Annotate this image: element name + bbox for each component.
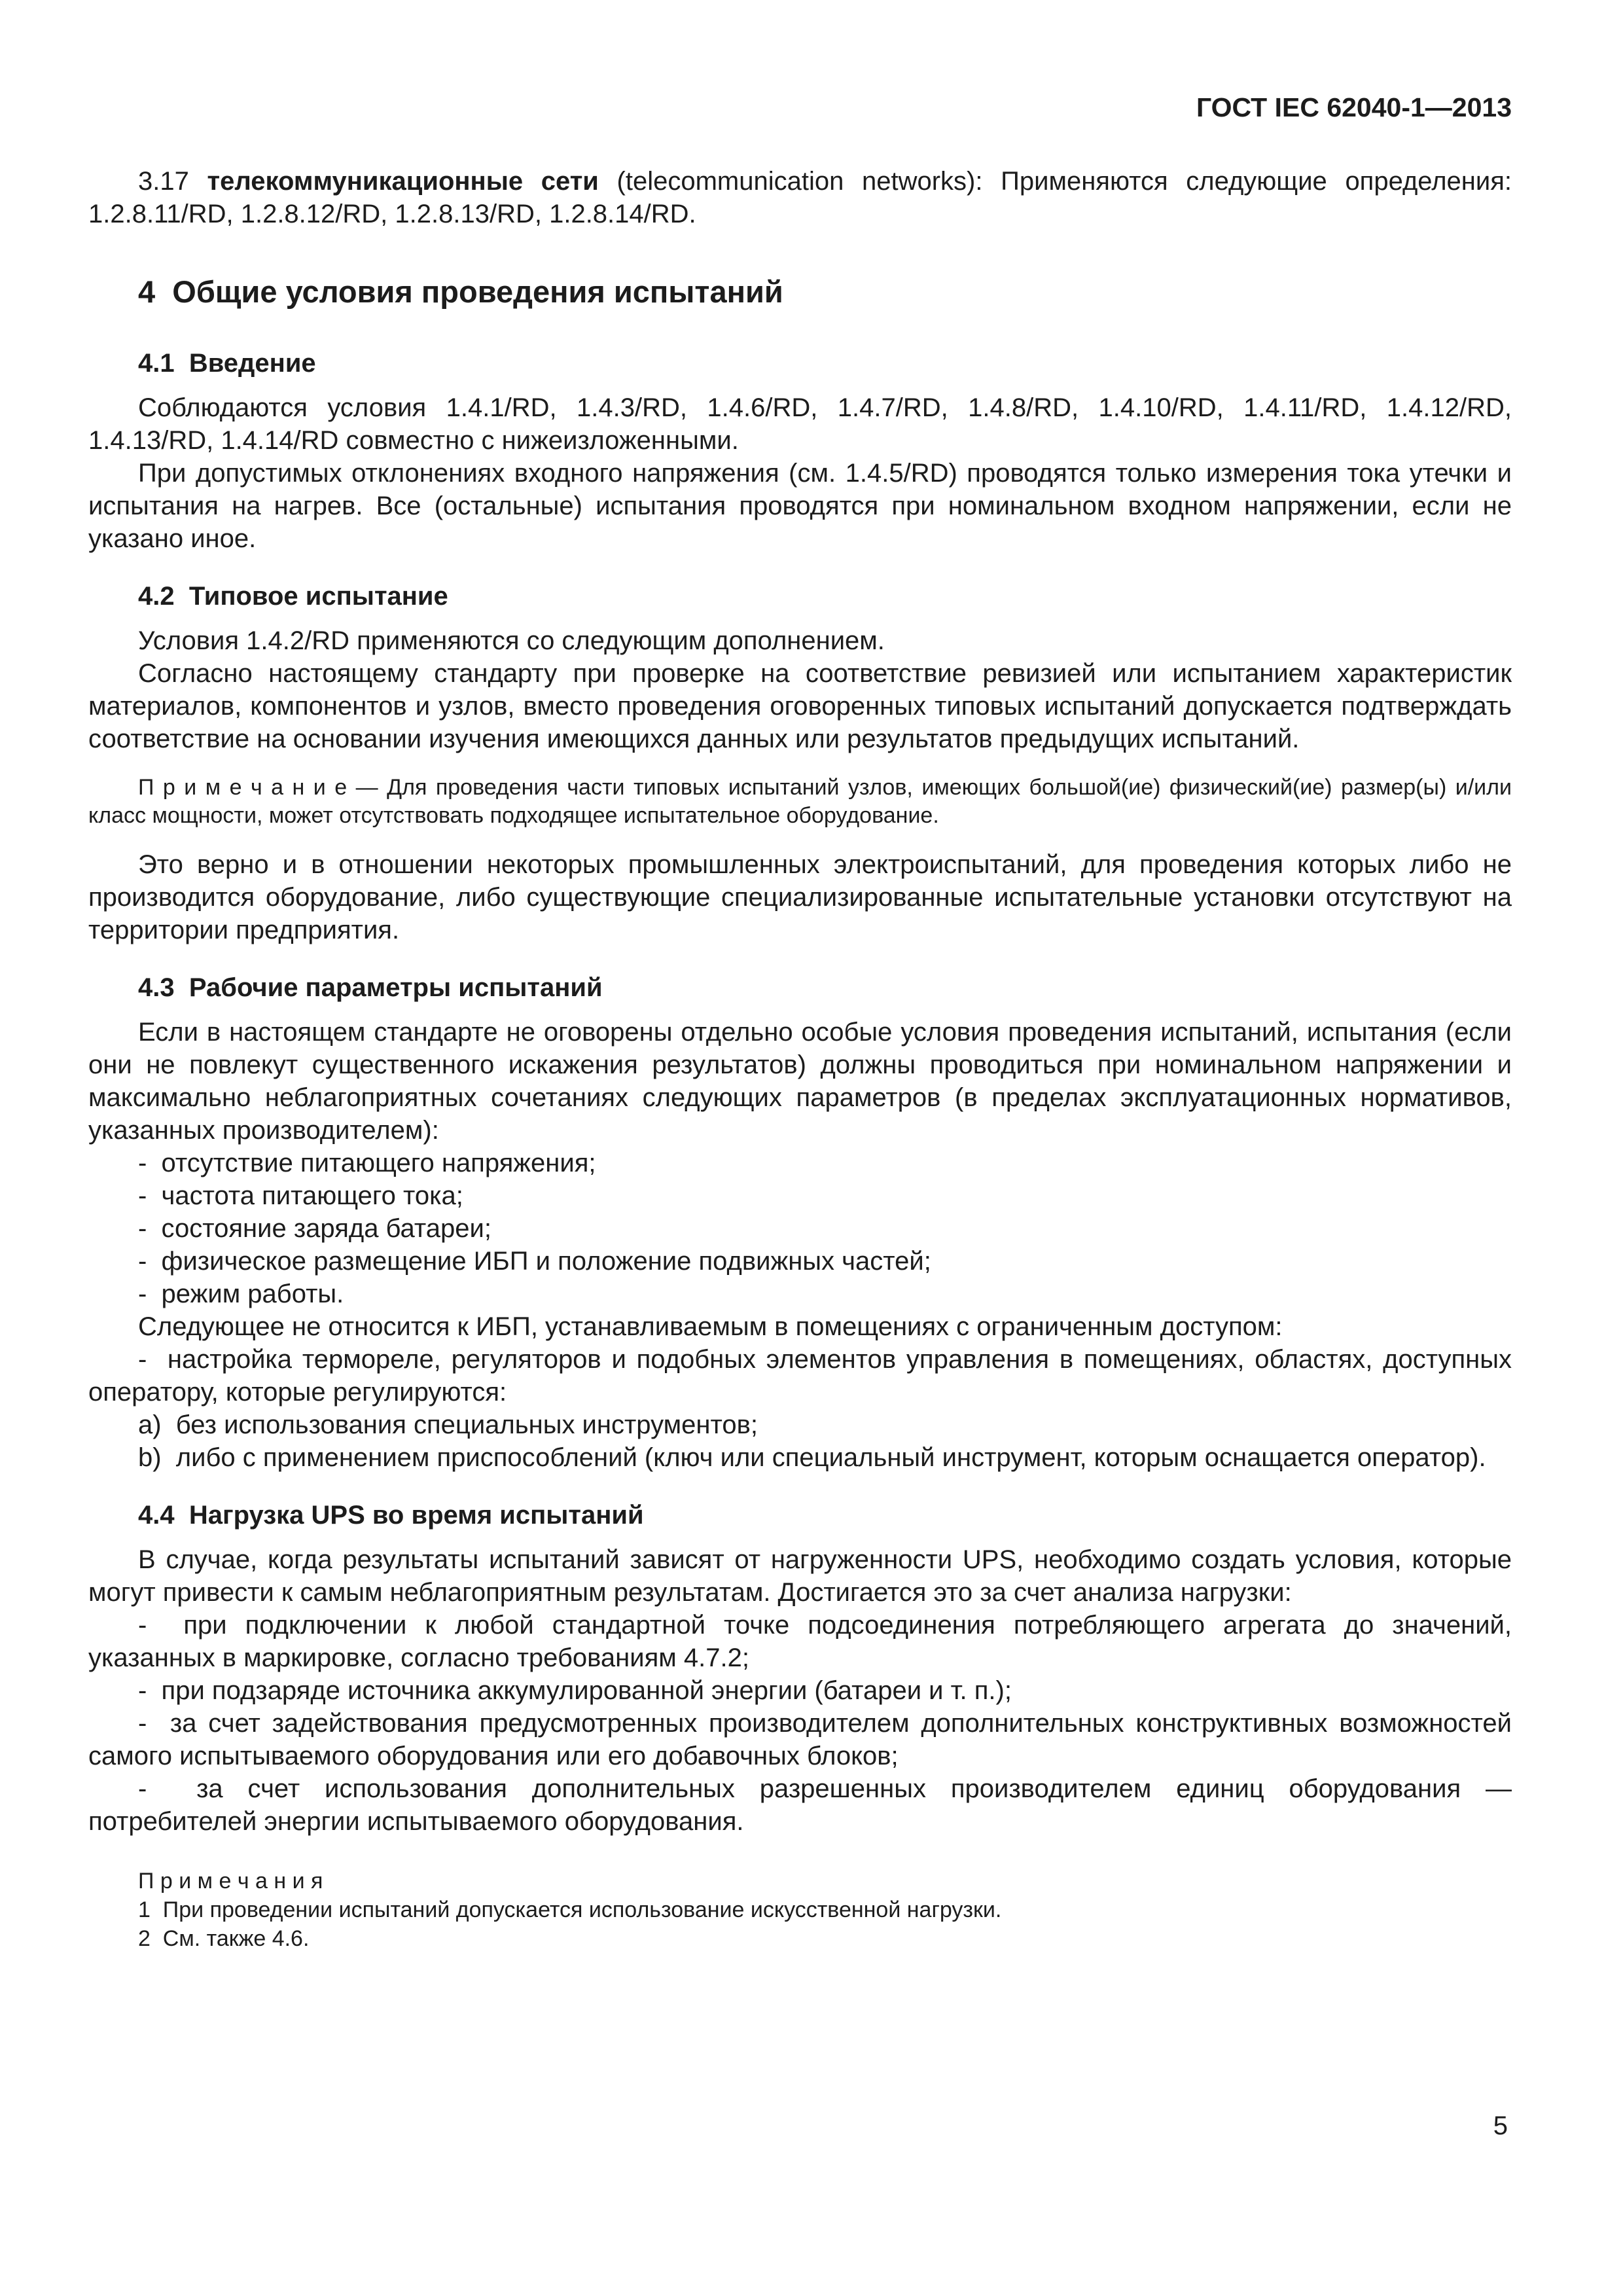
para-4-2-conditions: Условия 1.4.2/RD применяются со следующим дополнением.: [138, 626, 885, 655]
list-item-connection: - при подключении к любой стандартной точке подсоединения потребляющего агрегата до значений, указанных в маркировке, согласно требованиям 4.7.2;: [88, 1611, 1512, 1672]
note-1: 1 При проведении испытаний допускается использование искусственной нагрузки.: [138, 1897, 1002, 1922]
term-number: 3.17: [138, 167, 207, 196]
list-item-controls: - настройка термореле, регуляторов и подобных элементов управления в помещениях, областях, доступных оператору, которые регулируются:: [88, 1345, 1512, 1407]
para-4-2-industrial: Это верно и в отношении некоторых промышленных электроиспытаний, для проведения которых либо не производится оборудование, либо существующие специализированные испытательные установки отсутствуют на территории предприятия.: [88, 850, 1512, 944]
list-item-placement: - физическое размещение ИБП и положение подвижных частей;: [138, 1247, 931, 1276]
para-4-4-intro: В случае, когда результаты испытаний зависят от нагруженности UPS, необходимо создать условия, которые могут привести к самым неблагоприятным результатам. Достигается это за счет анализа нагрузки:: [88, 1545, 1512, 1607]
note-2: 2 См. также 4.6.: [138, 1926, 310, 1951]
list-item-frequency: - частота питающего тока;: [138, 1181, 463, 1210]
heading-4-1: 4.1 Введение: [138, 349, 316, 378]
list-item-a: a) без использования специальных инструментов;: [138, 1410, 758, 1439]
heading-4-4: 4.4 Нагрузка UPS во время испытаний: [138, 1501, 644, 1530]
heading-4-2: 4.2 Типовое испытание: [138, 582, 448, 611]
list-item-operating-mode: - режим работы.: [138, 1280, 344, 1308]
list-item-recharge: - при подзаряде источника аккумулированной энергии (батареи и т. п.);: [138, 1676, 1012, 1705]
para-term-3-17: [88, 165, 1512, 230]
term-definition: (telecommunication networks): Применяются следующие определения: 1.2.8.11/RD, 1.2.8.12/RD, 1.2.8.13/RD, 1.2.8.14/RD.: [88, 167, 1512, 228]
para-4-3-restricted-access: Следующее не относится к ИБП, устанавливаемым в помещениях с ограниченным доступом:: [138, 1312, 1283, 1341]
para-4-1-conditions: Соблюдаются условия 1.4.1/RD, 1.4.3/RD, 1.4.6/RD, 1.4.7/RD, 1.4.8/RD, 1.4.10/RD, 1.4.11/RD, 1.4.12/RD, 1.4.13/RD, 1.4.14/RD совместно с нижеизложенными.: [88, 393, 1512, 455]
list-item-design-features: - за счет задействования предусмотренных производителем дополнительных конструктивных возможностей самого испытываемого оборудования или его добавочных блоков;: [88, 1709, 1512, 1770]
list-item-no-voltage: - отсутствие питающего напряжения;: [138, 1149, 596, 1177]
term-title: телекоммуникационные сети: [207, 167, 599, 196]
page-number: 5: [1493, 2111, 1508, 2140]
list-item-extra-units: - за счет использования дополнительных разрешенных производителем единиц оборудования — потребителей энергии испытываемого оборудования.: [88, 1774, 1512, 1836]
list-item-b: b) либо с применением приспособлений (ключ или специальный инструмент, которым оснащается оператор).: [138, 1443, 1486, 1472]
notes-block: [88, 1867, 1512, 1953]
notes-heading: П р и м е ч а н и я: [138, 1869, 323, 1893]
running-header: ГОСТ IEC 62040-1—2013: [1196, 92, 1512, 122]
heading-section-4: 4 Общие условия проведения испытаний: [138, 274, 783, 309]
para-4-1-deviations: При допустимых отклонениях входного напряжения (см. 1.4.5/RD) проводятся только измерения тока утечки и испытания на нагрев. Все (остальные) испытания проводятся при номинальном входном напряжении, если не указано иное.: [88, 459, 1512, 553]
list-item-battery-charge: - состояние заряда батареи;: [138, 1214, 491, 1243]
heading-4-3: 4.3 Рабочие параметры испытаний: [138, 973, 603, 1002]
para-4-2-standard: Согласно настоящему стандарту при проверке на соответствие ревизией или испытанием характеристик материалов, компонентов и узлов, вместо проведения оговоренных типовых испытаний допускается подтверждать соответствие на основании изучения имеющихся данных или результатов предыдущих испытаний.: [88, 659, 1512, 753]
para-4-3-intro: Если в настоящем стандарте не оговорены отдельно особые условия проведения испытаний, испытания (если они не повлекут существенного искажения результатов) должны проводиться при номинальном напряжении и максимально неблагоприятных сочетаниях следующих параметров (в пределах эксплуатационных нормативов, указанных производителем):: [88, 1018, 1512, 1145]
note-4-2: П р и м е ч а н и е — Для проведения части типовых испытаний узлов, имеющих большой(ие) физический(ие) размер(ы) и/или класс мощности, может отсутствовать подходящее испытательное оборудование.: [88, 775, 1512, 828]
